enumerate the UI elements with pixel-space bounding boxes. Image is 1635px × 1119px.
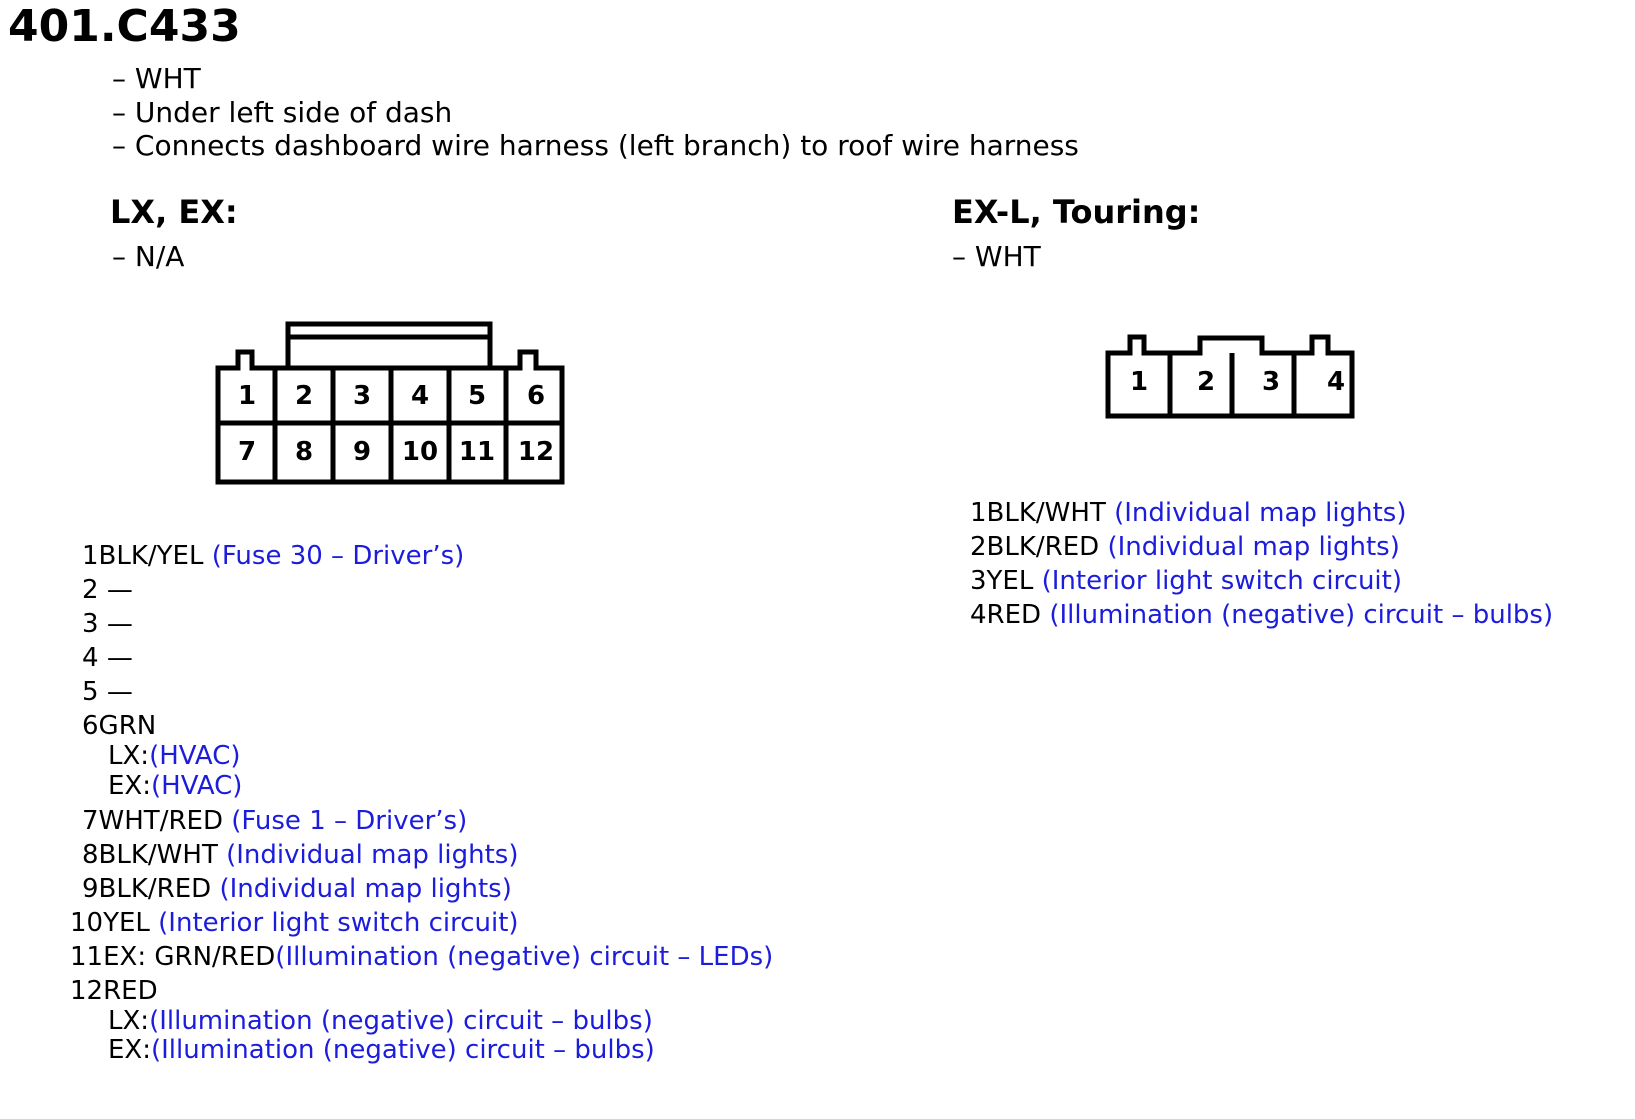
pin-row-6-ex [108, 771, 242, 801]
connector-4-pin-label: 1 [1129, 367, 1149, 397]
pin-row-1 [82, 541, 464, 571]
connector-12-pin-label: 2 [294, 381, 314, 411]
pin-description: (Interior light switch circuit) [158, 908, 519, 938]
pin-description: (Fuse 30 – Driver’s) [211, 541, 465, 571]
pin-row-9 [82, 874, 512, 904]
pin-description: (Illumination (negative) circuit – bulbs) [149, 1006, 653, 1036]
pin-number: 6 [82, 711, 99, 741]
pin-row-5 [82, 677, 133, 707]
pin-number: 1 [82, 541, 99, 571]
pin-wire: WHT/RED [98, 806, 223, 836]
connector-12-pin-label: 5 [467, 381, 487, 411]
left-section-note: – N/A [112, 240, 185, 273]
connector-12-pin-label: 8 [294, 437, 314, 467]
pin-wire: YEL [986, 566, 1034, 596]
pin-number: 1 [970, 498, 987, 528]
connector-4-pin-label: 4 [1326, 367, 1346, 397]
right-section-note: – WHT [952, 240, 1041, 273]
pin-description: (HVAC) [149, 741, 241, 771]
trim-label: LX: [108, 741, 150, 771]
pin-number: 8 [82, 840, 99, 870]
pin-description: (Illumination (negative) circuit – LEDs) [275, 942, 774, 972]
pin-number: 4 [970, 600, 987, 630]
pin-description: (Interior light switch circuit) [1041, 566, 1402, 596]
pin-wire: GRN [98, 711, 157, 741]
pin-wire: — [106, 643, 133, 673]
pin-row-7 [82, 806, 467, 836]
connector-title: 401.C433 [8, 1, 241, 52]
info-location: – Under left side of dash [112, 96, 453, 129]
pin-row-10 [70, 908, 519, 938]
pin-description: (Individual map lights) [1107, 532, 1400, 562]
pin-number: 7 [82, 806, 99, 836]
pin-wire: — [106, 575, 133, 605]
pin-wire: — [106, 609, 133, 639]
pin-row-6-lx [108, 741, 241, 771]
right-pin-row-2 [970, 532, 1400, 562]
connector-12-pin-label: 7 [237, 437, 257, 467]
connector-12-pin-label: 4 [410, 381, 430, 411]
connector-12-lock-tab [288, 324, 490, 368]
pin-wire: RED [103, 976, 158, 1006]
pin-row-11 [70, 942, 773, 972]
pin-number: 3 [970, 566, 987, 596]
connector-4-pin-label: 3 [1261, 367, 1281, 397]
pin-row-12-ex [108, 1035, 655, 1065]
pin-row-8 [82, 840, 518, 870]
trim-label: EX: [108, 771, 151, 801]
info-color: – WHT [112, 62, 201, 95]
pin-wire: BLK/WHT [98, 840, 218, 870]
pin-number: 4 [82, 643, 99, 673]
pin-wire: RED [986, 600, 1042, 630]
pin-row-4 [82, 643, 133, 673]
pin-number: 9 [82, 874, 99, 904]
right-pin-row-1 [970, 498, 1406, 528]
connector-4-pin-label: 2 [1196, 367, 1216, 397]
pin-number: 11 [70, 942, 104, 972]
pin-row-3 [82, 609, 133, 639]
connector-12-pin-label: 1 [237, 381, 257, 411]
connector-12-pin-diagram [214, 318, 570, 490]
trim-label: EX: [108, 1035, 151, 1065]
pin-row-12 [70, 976, 158, 1006]
pin-number: 2 [82, 575, 99, 605]
pin-description: (Illumination (negative) circuit – bulbs) [151, 1035, 655, 1065]
pin-wire: BLK/RED [98, 874, 212, 904]
pin-description: (Individual map lights) [226, 840, 519, 870]
pin-wire: EX: GRN/RED [103, 942, 276, 972]
pin-number: 3 [82, 609, 99, 639]
pin-description: (Individual map lights) [1114, 498, 1407, 528]
pin-wire: — [106, 677, 133, 707]
pin-row-2 [82, 575, 133, 605]
pin-row-6 [82, 711, 156, 741]
left-section-heading: LX, EX: [110, 193, 238, 231]
pin-number: 2 [970, 532, 987, 562]
connector-4-pin-diagram [1104, 332, 1360, 424]
pin-number: 5 [82, 677, 99, 707]
connector-12-pin-label: 9 [352, 437, 372, 467]
pin-description: (Individual map lights) [219, 874, 512, 904]
pin-wire: BLK/WHT [986, 498, 1106, 528]
pin-wire: BLK/RED [986, 532, 1100, 562]
pin-description: (Illumination (negative) circuit – bulbs) [1049, 600, 1554, 630]
pin-wire: BLK/YEL [98, 541, 204, 571]
right-pin-row-3 [970, 566, 1402, 596]
pin-row-12-lx [108, 1006, 653, 1036]
pin-description: (HVAC) [151, 771, 243, 801]
connector-12-pin-label: 3 [352, 381, 372, 411]
pin-number: 12 [70, 976, 104, 1006]
right-pin-row-4 [970, 600, 1553, 630]
pin-wire: YEL [103, 908, 150, 938]
connector-12-pin-label: 6 [526, 381, 546, 411]
connector-12-pin-label: 12 [517, 437, 555, 467]
connector-12-pin-label: 10 [401, 437, 439, 467]
pin-number: 10 [70, 908, 104, 938]
info-connection: – Connects dashboard wire harness (left branch) to roof wire harness [112, 129, 1079, 162]
connector-12-pin-label: 11 [458, 437, 496, 467]
trim-label: LX: [108, 1006, 150, 1036]
right-section-heading: EX-L, Touring: [952, 193, 1201, 231]
pin-description: (Fuse 1 – Driver’s) [231, 806, 468, 836]
